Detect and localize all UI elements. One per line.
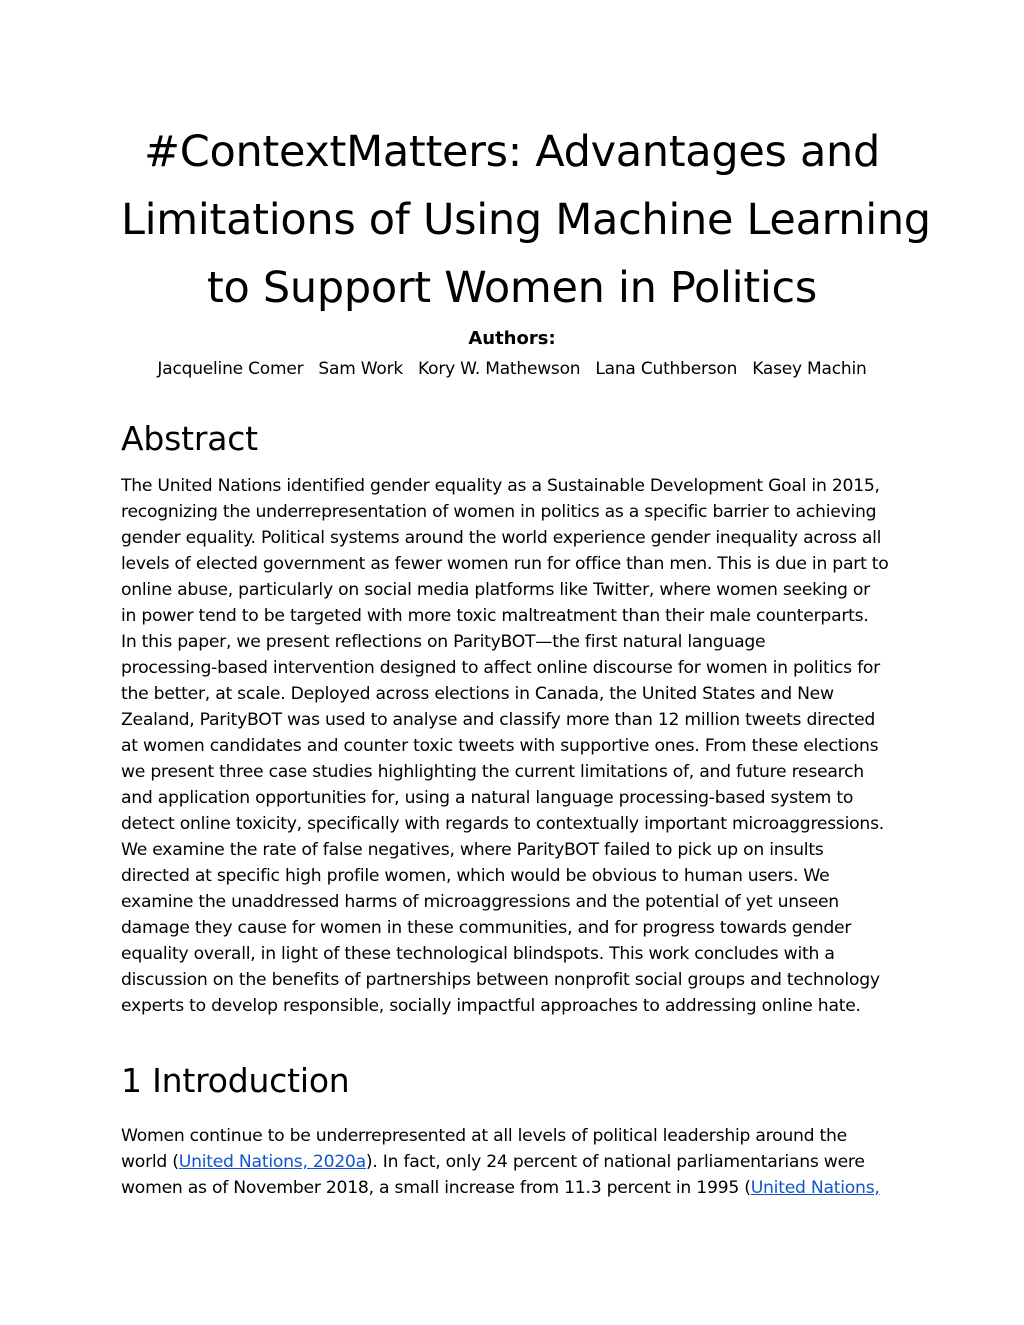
- authors-label: Authors:: [468, 328, 556, 349]
- abstract-line: we present three case studies highlighting the current limitations of, and future research: [121, 762, 864, 782]
- abstract-line: directed at specific high profile women, which would be obvious to human users. We: [121, 866, 830, 886]
- abstract-line: experts to develop responsible, socially impactful approaches to addressing online hate.: [121, 996, 861, 1016]
- abstract-line: levels of elected government as fewer women run for office than men. This is due in part to: [121, 554, 889, 574]
- author-name: Kory W. Mathewson: [418, 359, 581, 379]
- abstract-line: gender equality. Political systems around the world experience gender inequality across all: [121, 528, 882, 548]
- citation-link-un-2020a[interactable]: United Nations, 2020a: [178, 1152, 366, 1172]
- abstract-line: online abuse, particularly on social media platforms like Twitter, where women seeking or: [121, 580, 871, 600]
- introduction-line: [121, 1175, 903, 1201]
- introduction-heading: 1 Introduction: [121, 1061, 350, 1100]
- citation-link-un[interactable]: United Nations,: [750, 1178, 880, 1198]
- title-line: to Support Women in Politics: [207, 263, 817, 313]
- abstract-line: recognizing the underrepresentation of women in politics as a specific barrier to achieving: [121, 502, 877, 522]
- author-name: Lana Cuthberson: [595, 359, 738, 379]
- author-name: Kasey Machin: [752, 359, 867, 379]
- abstract-line: examine the unaddressed harms of microaggressions and the potential of yet unseen: [121, 892, 839, 912]
- introduction-text-run: women as of November 2018, a small increase from 11.3 percent in 1995 (: [121, 1178, 751, 1198]
- abstract-line: equality overall, in light of these technological blindspots. This work concludes with a: [121, 944, 835, 964]
- abstract-line: In this paper, we present reflections on ParityBOT—the first natural language: [121, 632, 766, 652]
- abstract-line: We examine the rate of false negatives, where ParityBOT failed to pick up on insults: [121, 840, 824, 860]
- author-list: [121, 356, 903, 382]
- title-line: #ContextMatters: Advantages and: [144, 127, 880, 177]
- abstract-line: the better, at scale. Deployed across elections in Canada, the United States and New: [121, 684, 834, 704]
- abstract-line: and application opportunities for, using a natural language processing-based system to: [121, 788, 854, 808]
- introduction-line: Women continue to be underrepresented at all levels of political leadership around the: [121, 1126, 847, 1146]
- title-line: Limitations of Using Machine Learning: [121, 195, 931, 245]
- abstract-line: processing-based intervention designed to affect online discourse for women in politics for: [121, 658, 880, 678]
- author-name: Jacqueline Comer: [157, 359, 304, 379]
- introduction-text-run: world (: [121, 1152, 179, 1172]
- introduction-line: [121, 1149, 903, 1175]
- abstract-line: detect online toxicity, specifically with regards to contextually important microaggressions.: [121, 814, 884, 834]
- abstract-line: at women candidates and counter toxic tweets with supportive ones. From these elections: [121, 736, 879, 756]
- author-name: Sam Work: [318, 359, 404, 379]
- abstract-line: The United Nations identified gender equality as a Sustainable Development Goal in 2015,: [121, 476, 880, 496]
- abstract-heading: Abstract: [121, 419, 258, 458]
- abstract-line: discussion on the benefits of partnerships between nonprofit social groups and technology: [121, 970, 880, 990]
- introduction-text-run: ). In fact, only 24 percent of national parliamentarians were: [365, 1152, 865, 1172]
- abstract-text: [121, 473, 903, 1019]
- abstract-line: Zealand, ParityBOT was used to analyse and classify more than 12 million tweets directed: [121, 710, 876, 730]
- paper-title: [121, 118, 931, 322]
- introduction-text: [121, 1123, 903, 1201]
- abstract-line: damage they cause for women in these communities, and for progress towards gender: [121, 918, 852, 938]
- abstract-line: in power tend to be targeted with more toxic maltreatment than their male counterparts.: [121, 606, 869, 626]
